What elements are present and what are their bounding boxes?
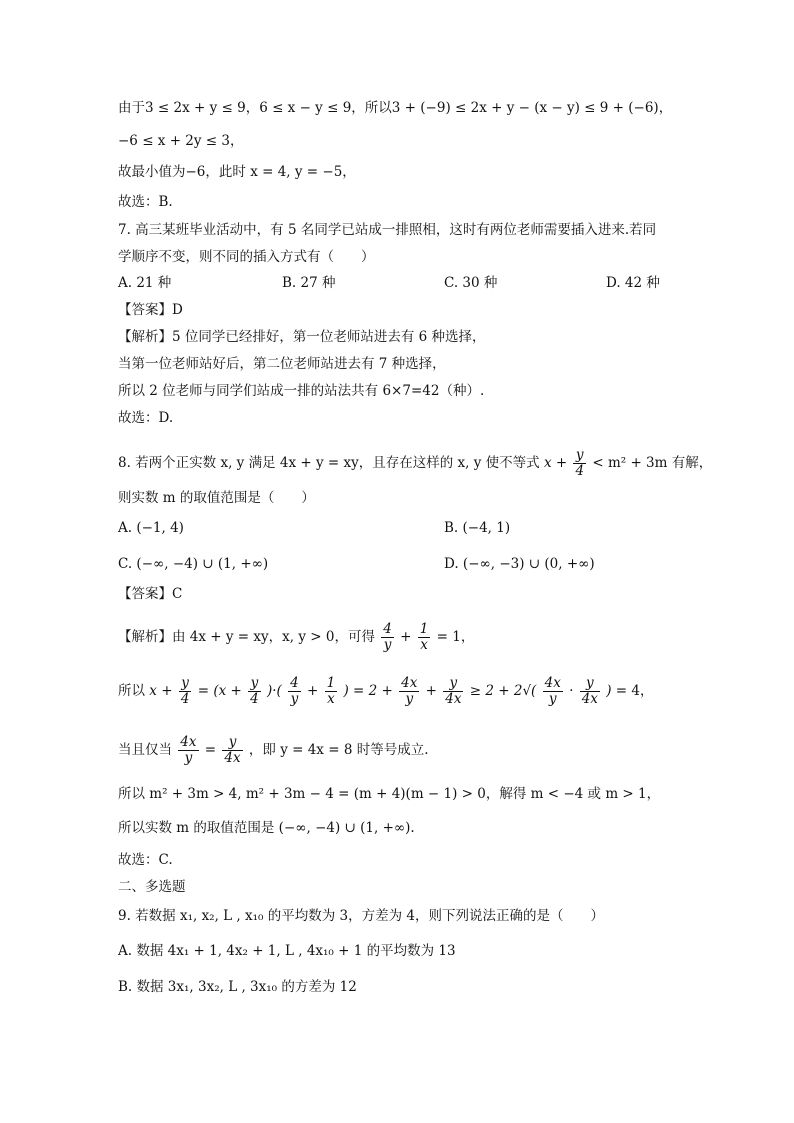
q8-analysis-1: 【解析】由 4x + y = xy，x, y > 0，可得 $\frac{4}{y}$ + $\frac{1}{x}$ = 1， bbox=[118, 621, 475, 653]
q7-option-a: A. 21 种 bbox=[118, 275, 172, 291]
question-8-line-2: 则实数 m 的取值范围是（ ） bbox=[118, 490, 315, 506]
q7-option-c: C. 30 种 bbox=[444, 275, 498, 291]
q9-option-a: A. 数据 4x₁ + 1, 4x₂ + 1, L , 4x₁₀ + 1 的平均数为 13 bbox=[118, 943, 456, 959]
q8-analysis-5: 所以实数 m 的取值范围是 (−∞, −4) ∪ (1, +∞). bbox=[118, 820, 415, 836]
q8-analysis-3-post: ，即 y = 4x = 8 时等号成立. bbox=[248, 742, 429, 758]
q8-text: 8. 若两个正实数 x, y 满足 4x + y = xy，且存在这样的 x, y 使不等式 bbox=[118, 455, 540, 471]
section-heading-multiple-choice: 二、多选题 bbox=[118, 879, 186, 895]
fraction-1-over-x: $\frac{1}{x}$ bbox=[419, 621, 429, 653]
question-9: 9. 若数据 x₁, x₂, L , x₁₀ 的平均数为 3，方差为 4，则下列说法正确的是（ ） bbox=[118, 908, 605, 924]
solution-line-3: 故最小值为−6，此时 x = 4, y = −5， bbox=[118, 164, 356, 180]
q7-analysis-1: 【解析】5 位同学已经排好，第一位老师站进去有 6 种选择， bbox=[118, 329, 486, 345]
q8-analysis-6: 故选：C. bbox=[118, 852, 173, 868]
question-7-line-1: 7. 高三某班毕业活动中，有 5 名同学已站成一排照相，这时有两位老师需要插入进来.若同 bbox=[118, 222, 657, 238]
question-7-line-2: 学顺序不变，则不同的插入方式有（ ） bbox=[118, 249, 375, 265]
q8-analysis-2-pre: 所以 bbox=[118, 683, 145, 699]
solution-line-4: 故选：B. bbox=[118, 194, 173, 210]
q7-answer: 【答案】D bbox=[118, 302, 183, 318]
q8-analysis-3-pre: 当且仅当 bbox=[118, 742, 172, 758]
q8-analysis-1-post: = 1， bbox=[436, 629, 475, 645]
q7-analysis-4: 故选：D. bbox=[118, 410, 174, 426]
q8-option-d: D. (−∞, −3) ∪ (0, +∞) bbox=[444, 556, 595, 572]
fraction-4-over-y: $\frac{4}{y}$ bbox=[383, 621, 392, 653]
solution-line-2: −6 ≤ x + 2y ≤ 3， bbox=[118, 133, 244, 149]
q7-analysis-2: 当第一位老师站好后，第二位老师站进去有 7 种选择， bbox=[118, 356, 446, 372]
q8-option-b: B. (−4, 1) bbox=[444, 520, 511, 536]
q8-inequality: < m² + 3m 有解， bbox=[592, 455, 713, 471]
q9-option-b: B. 数据 3x₁, 3x₂, L , 3x₁₀ 的方差为 12 bbox=[118, 979, 357, 995]
q8-analysis-4: 所以 m² + 3m > 4, m² + 3m − 4 = (m + 4)(m − 1) > 0，解得 m < −4 或 m > 1， bbox=[118, 786, 661, 802]
q7-option-d: D. 42 种 bbox=[606, 275, 660, 291]
q8-analysis-2: 所以 x + $\frac{y}{4}$ = (x + $\frac{y}{4}$ )·( $\frac{4}{y}$ + $\frac{1}{x}$ ) = 2 + $\frac{4x}{y}$ + $\frac{y}{4x}$ ≥ 2 + 2√( $\frac{4x}{y}$ · $\frac{y}{4x}$ ) = 4， bbox=[118, 675, 654, 707]
solution-line-1: 由于3 ≤ 2x + y ≤ 9，6 ≤ x − y ≤ 9，所以3 + (−9) ≤ 2x + y − (x − y) ≤ 9 + (−6)， bbox=[118, 100, 673, 116]
q8-x-plus: x + bbox=[543, 455, 568, 471]
q8-analysis-2-post: = 4， bbox=[615, 683, 654, 699]
q8-analysis-1-pre: 【解析】由 4x + y = xy，x, y > 0，可得 bbox=[118, 629, 375, 645]
q8-option-a: A. (−1, 4) bbox=[118, 520, 184, 536]
q8-fraction: $\frac{y}{4}$ bbox=[575, 447, 585, 479]
q8-analysis-3: 当且仅当 $\frac{4x}{y}$ = $\frac{y}{4x}$ ，即 y = 4x = 8 时等号成立. bbox=[118, 734, 429, 766]
q7-analysis-3: 所以 2 位老师与同学们站成一排的站法共有 6×7=42（种）. bbox=[118, 383, 485, 399]
q8-answer: 【答案】C bbox=[118, 586, 183, 602]
question-8-line-1 bbox=[118, 448, 712, 479]
q7-option-b: B. 27 种 bbox=[282, 275, 336, 291]
q8-option-c: C. (−∞, −4) ∪ (1, +∞) bbox=[118, 556, 269, 572]
